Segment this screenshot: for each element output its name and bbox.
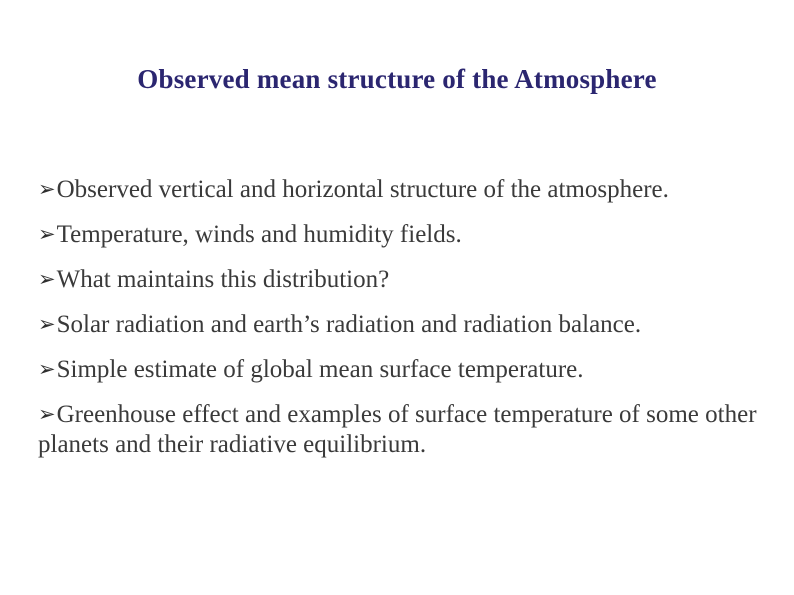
bullet-text: What maintains this distribution?: [56, 266, 390, 293]
bullet-list: [38, 174, 778, 474]
bullet-item: [38, 354, 778, 385]
bullet-text: Solar radiation and earth’s radiation and radiation balance.: [56, 311, 642, 338]
arrow-bullet-icon: ➢: [38, 312, 56, 336]
arrow-bullet-icon: ➢: [38, 402, 56, 426]
bullet-text: Greenhouse effect and examples of surface temperature of some other planets and their radiative equilibrium.: [38, 401, 757, 458]
bullet-text: Observed vertical and horizontal structure of the atmosphere.: [56, 176, 669, 203]
slide-title: Observed mean structure of the Atmosphere: [137, 64, 657, 94]
bullet-item: [38, 309, 778, 340]
arrow-bullet-icon: ➢: [38, 222, 56, 246]
bullet-item: [38, 174, 778, 205]
bullet-item: [38, 399, 778, 460]
arrow-bullet-icon: ➢: [38, 357, 56, 381]
bullet-item: [38, 264, 778, 295]
bullet-item: [38, 219, 778, 250]
bullet-text: Simple estimate of global mean surface temperature.: [56, 356, 584, 383]
bullet-text: Temperature, winds and humidity fields.: [56, 221, 462, 248]
arrow-bullet-icon: ➢: [38, 267, 56, 291]
arrow-bullet-icon: ➢: [38, 177, 56, 201]
